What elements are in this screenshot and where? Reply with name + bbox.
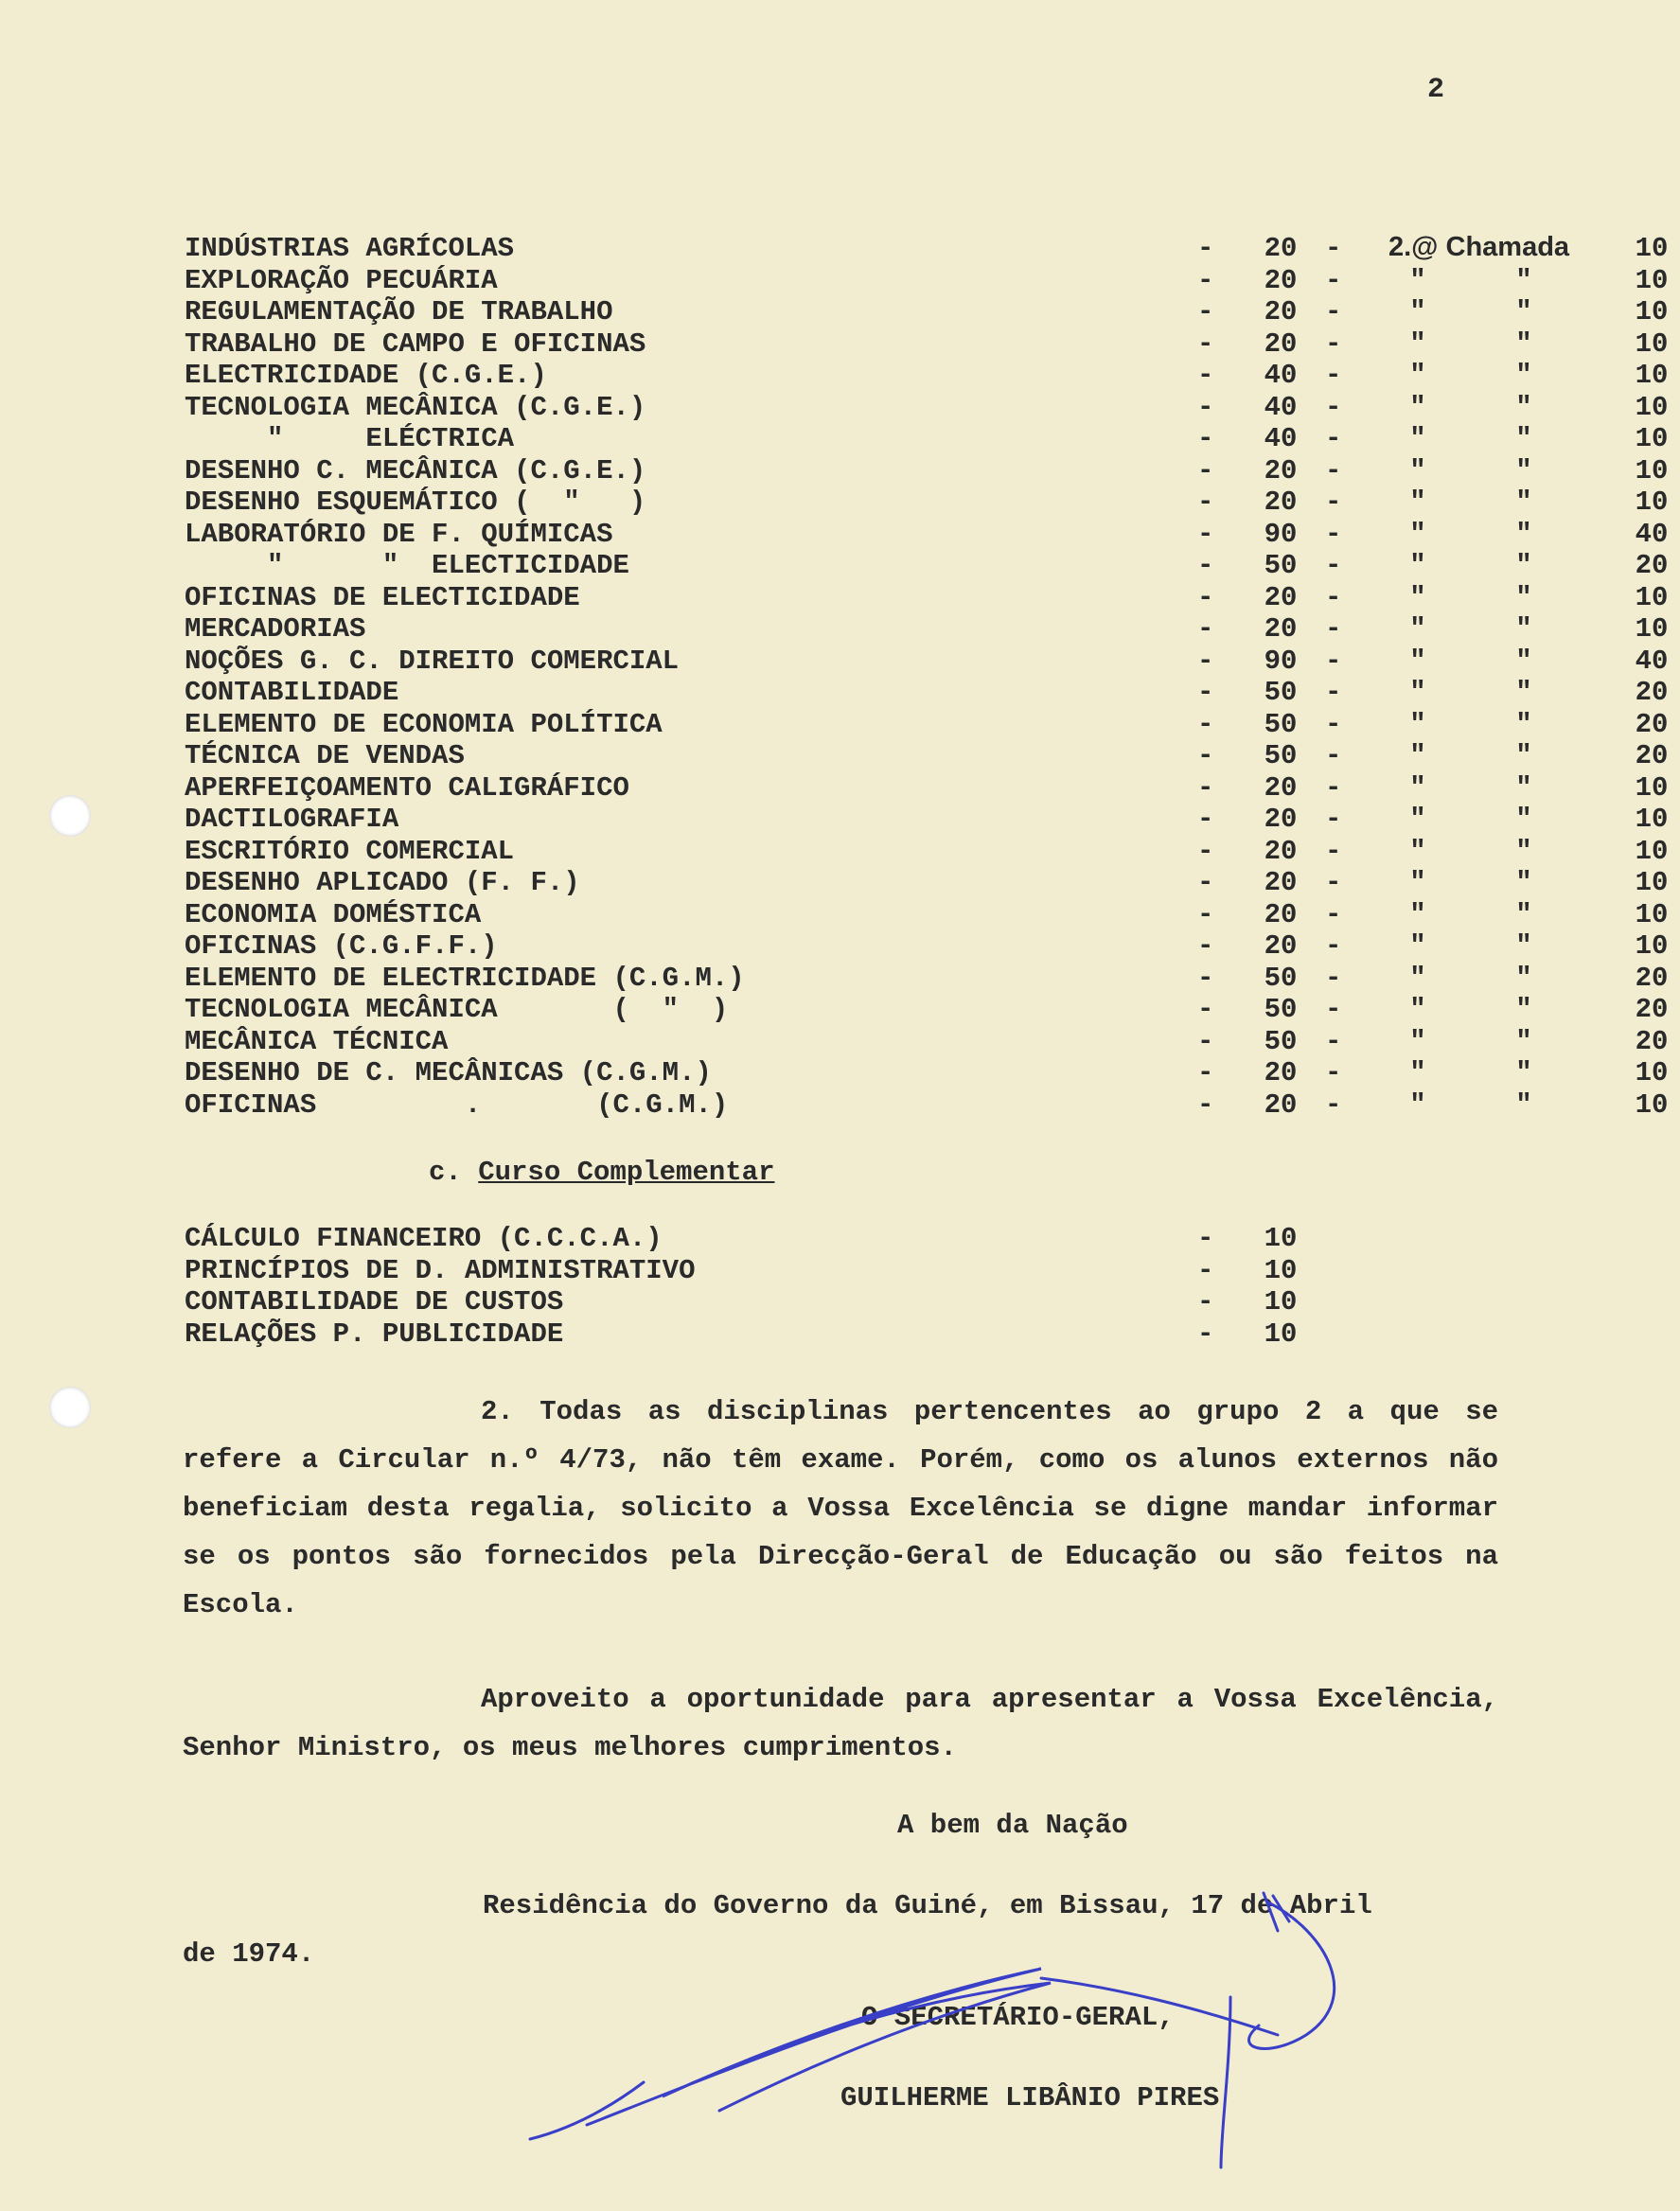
second-call-value: 20 <box>1635 550 1669 581</box>
dash: - <box>1197 1025 1214 1057</box>
ditto-mark: " <box>1515 581 1532 613</box>
second-call-label: 2.@ Chamada <box>1388 232 1570 262</box>
table-row <box>185 1318 1320 1351</box>
ditto-mark: " <box>1409 708 1426 740</box>
subject-name: CÁLCULO FINANCEIRO (C.C.C.A.) <box>185 1223 663 1254</box>
signer-name: GUILHERME LIBÂNIO PIRES <box>840 2082 1220 2114</box>
first-call-value: 20 <box>1264 771 1298 804</box>
dash: - <box>1325 296 1342 327</box>
first-call-value: 50 <box>1264 1025 1298 1057</box>
table-row <box>185 677 1669 709</box>
ditto-mark: " <box>1515 708 1532 740</box>
dash: - <box>1325 645 1342 677</box>
second-call-value: 10 <box>1635 835 1669 867</box>
table-row <box>185 1286 1320 1318</box>
subject-name: OFICINAS (C.G.F.F.) <box>185 930 498 962</box>
page-number: 2 <box>1427 74 1445 106</box>
dash: - <box>1197 1254 1214 1286</box>
dash: - <box>1325 804 1342 835</box>
second-call-value: 10 <box>1635 581 1669 613</box>
ditto-mark: " <box>1515 898 1532 930</box>
subject-name: OFICINAS . (C.G.M.) <box>185 1088 729 1121</box>
ditto-mark: " <box>1409 454 1426 486</box>
dash: - <box>1197 930 1214 962</box>
subject-name: LABORATÓRIO DE F. QUÍMICAS <box>185 518 613 550</box>
table-row <box>185 1223 1320 1255</box>
dash: - <box>1197 962 1214 994</box>
dash: - <box>1197 423 1214 454</box>
dash: - <box>1197 233 1214 264</box>
section-heading <box>429 1157 774 1188</box>
subject-name: TÉCNICA DE VENDAS <box>185 740 465 771</box>
second-call-value: 10 <box>1635 327 1669 360</box>
table-row <box>185 898 1669 931</box>
subject-name: ELEMENTO DE ECONOMIA POLÍTICA <box>185 708 663 740</box>
ditto-mark: " <box>1409 360 1426 391</box>
dash: - <box>1197 835 1214 867</box>
ditto-mark: " <box>1515 930 1532 962</box>
dash: - <box>1197 360 1214 391</box>
first-call-value: 50 <box>1264 740 1298 771</box>
table-row <box>185 264 1669 297</box>
second-call-value: 10 <box>1635 296 1669 327</box>
ditto-mark: " <box>1409 264 1426 296</box>
table-row <box>185 835 1669 868</box>
subject-name: CONTABILIDADE DE CUSTOS <box>185 1286 564 1318</box>
dash: - <box>1325 740 1342 771</box>
dash: - <box>1197 391 1214 423</box>
ditto-mark: " <box>1515 677 1532 708</box>
ditto-mark: " <box>1409 1057 1426 1088</box>
subject-name: DESENHO ESQUEMÁTICO ( " ) <box>185 486 646 518</box>
subject-name: CONTABILIDADE <box>185 677 399 708</box>
ditto-mark: " <box>1409 1025 1426 1057</box>
section-title: Curso Complementar <box>478 1157 775 1188</box>
subjects-list <box>185 232 1669 1121</box>
dash: - <box>1197 1057 1214 1088</box>
dash: - <box>1197 994 1214 1025</box>
ditto-mark: " <box>1515 1025 1532 1057</box>
dash: - <box>1325 327 1342 360</box>
table-row <box>185 232 1669 265</box>
value: 10 <box>1264 1286 1298 1318</box>
place-date-line1: Residência do Governo da Guiné, em Bissau, 17 de Abril <box>483 1890 1372 1921</box>
dash: - <box>1325 1057 1342 1088</box>
dash: - <box>1197 581 1214 613</box>
dash: - <box>1197 708 1214 740</box>
second-call-value: 10 <box>1635 454 1669 486</box>
dash: - <box>1197 613 1214 645</box>
ditto-mark: " <box>1409 835 1426 867</box>
table-row <box>185 1057 1669 1089</box>
dash: - <box>1325 360 1342 391</box>
subject-name: MERCADORIAS <box>185 613 366 645</box>
table-row <box>185 740 1669 772</box>
second-call-value: 10 <box>1635 360 1669 391</box>
ditto-mark: " <box>1515 454 1532 486</box>
second-call-value: 10 <box>1635 423 1669 454</box>
ditto-mark: " <box>1515 296 1532 327</box>
ditto-mark: " <box>1515 771 1532 804</box>
table-row <box>185 1025 1669 1058</box>
ditto-mark: " <box>1409 1088 1426 1121</box>
first-call-value: 90 <box>1264 645 1298 677</box>
first-call-value: 20 <box>1264 264 1298 296</box>
ditto-mark: " <box>1409 391 1426 423</box>
subject-name: REGULAMENTAÇÃO DE TRABALHO <box>185 296 613 327</box>
ditto-mark: " <box>1515 264 1532 296</box>
first-call-value: 50 <box>1264 550 1298 581</box>
subject-name: INDÚSTRIAS AGRÍCOLAS <box>185 233 515 264</box>
paragraph-3: Aproveito a oportunidade para apresentar a Vossa Excelência, Senhor Ministro, os meus melhores cumprimentos. <box>183 1684 1498 1763</box>
ditto-mark: " <box>1409 486 1426 518</box>
table-row <box>185 645 1669 678</box>
value: 10 <box>1264 1223 1298 1254</box>
dash: - <box>1325 264 1342 296</box>
subject-name: APERFEIÇOAMENTO CALIGRÁFICO <box>185 771 629 804</box>
ditto-mark: " <box>1515 994 1532 1025</box>
second-call-value: 10 <box>1635 804 1669 835</box>
punch-hole <box>49 795 91 837</box>
paragraph-2: 2. Todas as disciplinas pertencentes ao grupo 2 a que se refere a Circular n.º 4/73, não têm exame. Porém, como os alunos externos não beneficiam desta regalia, solicito a Vossa Excelência se digne mandar informar se os pontos são fornecidos pela Direcção-Geral de Educação ou são feitos na Escola. <box>183 1396 1498 1620</box>
table-row <box>185 1255 1320 1287</box>
dash: - <box>1325 613 1342 645</box>
dash: - <box>1325 771 1342 804</box>
first-call-value: 40 <box>1264 423 1298 454</box>
first-call-value: 20 <box>1264 454 1298 486</box>
dash: - <box>1197 771 1214 804</box>
subject-name: DESENHO DE C. MECÂNICAS (C.G.M.) <box>185 1057 712 1088</box>
first-call-value: 20 <box>1264 930 1298 962</box>
table-row <box>185 867 1669 899</box>
ditto-mark: " <box>1409 613 1426 645</box>
subject-name: RELAÇÕES P. PUBLICIDADE <box>185 1318 564 1350</box>
section-prefix: c. <box>429 1157 462 1188</box>
first-call-value: 20 <box>1264 233 1298 264</box>
second-call-value: 10 <box>1635 771 1669 804</box>
ditto-mark: " <box>1515 804 1532 835</box>
subject-name: ELECTRICIDADE (C.G.E.) <box>185 360 547 391</box>
second-call-value: 10 <box>1635 867 1669 898</box>
ditto-mark: " <box>1515 550 1532 581</box>
dash: - <box>1197 867 1214 898</box>
dash: - <box>1325 930 1342 962</box>
ditto-mark: " <box>1515 1057 1532 1088</box>
place-date-line2: de 1974. <box>183 1938 315 1970</box>
first-call-value: 20 <box>1264 867 1298 898</box>
dash: - <box>1197 454 1214 486</box>
second-call-value: 10 <box>1635 1088 1669 1121</box>
first-call-value: 20 <box>1264 613 1298 645</box>
second-call-value: 10 <box>1635 233 1669 264</box>
ditto-mark: " <box>1409 518 1426 550</box>
dash: - <box>1325 1025 1342 1057</box>
ditto-mark: " <box>1515 518 1532 550</box>
ditto-mark: " <box>1515 360 1532 391</box>
second-call-value: 20 <box>1635 962 1669 994</box>
dash: - <box>1325 677 1342 708</box>
ditto-mark: " <box>1515 327 1532 360</box>
table-row <box>185 930 1669 963</box>
table-row <box>185 486 1669 519</box>
first-call-value: 50 <box>1264 994 1298 1025</box>
ditto-mark: " <box>1409 994 1426 1025</box>
table-row <box>185 994 1669 1026</box>
dash: - <box>1197 486 1214 518</box>
first-call-value: 20 <box>1264 1088 1298 1121</box>
subject-name: EXPLORAÇÃO PECUÁRIA <box>185 264 498 296</box>
first-call-value: 20 <box>1264 898 1298 930</box>
table-row <box>185 296 1669 328</box>
ditto-mark: " <box>1515 740 1532 771</box>
first-call-value: 50 <box>1264 677 1298 708</box>
dash: - <box>1197 804 1214 835</box>
dash: - <box>1325 835 1342 867</box>
subject-name: ECONOMIA DOMÉSTICA <box>185 898 482 930</box>
dash: - <box>1325 708 1342 740</box>
subject-name: " ELÉCTRICA <box>185 423 515 454</box>
dash: - <box>1325 581 1342 613</box>
ditto-mark: " <box>1409 740 1426 771</box>
dash: - <box>1197 518 1214 550</box>
ditto-mark: " <box>1515 613 1532 645</box>
ditto-mark: " <box>1409 645 1426 677</box>
subject-name: MECÂNICA TÉCNICA <box>185 1025 449 1057</box>
dash: - <box>1197 1318 1214 1350</box>
table-row <box>185 360 1669 392</box>
dash: - <box>1325 486 1342 518</box>
table-row <box>185 581 1669 614</box>
ditto-mark: " <box>1515 645 1532 677</box>
table-row <box>185 454 1669 487</box>
dash: - <box>1325 454 1342 486</box>
second-call-value: 10 <box>1635 613 1669 645</box>
second-call-value: 20 <box>1635 1025 1669 1057</box>
first-call-value: 40 <box>1264 391 1298 423</box>
punch-hole <box>49 1387 91 1428</box>
ditto-mark: " <box>1515 391 1532 423</box>
first-call-value: 20 <box>1264 581 1298 613</box>
second-call-value: 20 <box>1635 677 1669 708</box>
dash: - <box>1325 518 1342 550</box>
subject-name: DESENHO APLICADO (F. F.) <box>185 867 580 898</box>
first-call-value: 20 <box>1264 804 1298 835</box>
signer-title: O SECRETÁRIO-GERAL, <box>861 2002 1175 2033</box>
dash: - <box>1197 1088 1214 1121</box>
subject-name: NOÇÕES G. C. DIREITO COMERCIAL <box>185 645 680 677</box>
second-call-value: 10 <box>1635 898 1669 930</box>
ditto-mark: " <box>1409 550 1426 581</box>
dash: - <box>1197 645 1214 677</box>
table-row <box>185 518 1669 551</box>
table-row <box>185 771 1669 805</box>
subject-name: DACTILOGRAFIA <box>185 804 399 835</box>
ditto-mark: " <box>1409 771 1426 804</box>
dash: - <box>1325 233 1342 264</box>
first-call-value: 20 <box>1264 486 1298 518</box>
second-call-value: 10 <box>1635 930 1669 962</box>
dash: - <box>1197 327 1214 360</box>
salutation: A bem da Nação <box>897 1810 1128 1841</box>
dash: - <box>1197 740 1214 771</box>
ditto-mark: " <box>1515 1088 1532 1121</box>
ditto-mark: " <box>1409 962 1426 994</box>
first-call-value: 40 <box>1264 360 1298 391</box>
dash: - <box>1197 264 1214 296</box>
ditto-mark: " <box>1409 867 1426 898</box>
dash: - <box>1325 962 1342 994</box>
second-call-value: 20 <box>1635 994 1669 1025</box>
dash: - <box>1197 677 1214 708</box>
dash: - <box>1325 898 1342 930</box>
subject-name: TRABALHO DE CAMPO E OFICINAS <box>185 327 646 360</box>
subject-name: DESENHO C. MECÂNICA (C.G.E.) <box>185 454 646 486</box>
second-call-value: 10 <box>1635 486 1669 518</box>
value: 10 <box>1264 1254 1298 1286</box>
table-row <box>185 962 1669 995</box>
first-call-value: 90 <box>1264 518 1298 550</box>
ditto-mark: " <box>1515 423 1532 454</box>
table-row <box>185 613 1669 646</box>
dash: - <box>1325 391 1342 423</box>
dash: - <box>1197 550 1214 581</box>
dash: - <box>1325 423 1342 454</box>
dash: - <box>1325 867 1342 898</box>
subject-name: TECNOLOGIA MECÂNICA ( " ) <box>185 994 729 1025</box>
table-row <box>185 1088 1669 1122</box>
first-call-value: 20 <box>1264 1057 1298 1088</box>
ditto-mark: " <box>1515 867 1532 898</box>
subject-name: " " ELECTICIDADE <box>185 550 629 581</box>
first-call-value: 20 <box>1264 835 1298 867</box>
ditto-mark: " <box>1409 581 1426 613</box>
dash: - <box>1197 1223 1214 1254</box>
second-call-value: 10 <box>1635 1057 1669 1088</box>
value: 10 <box>1264 1318 1298 1350</box>
subject-name: PRINCÍPIOS DE D. ADMINISTRATIVO <box>185 1254 696 1286</box>
dash: - <box>1197 296 1214 327</box>
ditto-mark: " <box>1409 898 1426 930</box>
ditto-mark: " <box>1409 677 1426 708</box>
ditto-mark: " <box>1409 804 1426 835</box>
ditto-mark: " <box>1409 327 1426 360</box>
ditto-mark: " <box>1409 296 1426 327</box>
second-call-value: 10 <box>1635 391 1669 423</box>
subject-name: ELEMENTO DE ELECTRICIDADE (C.G.M.) <box>185 962 745 994</box>
subject-name: ESCRITÓRIO COMERCIAL <box>185 835 515 867</box>
second-call-value: 40 <box>1635 645 1669 677</box>
dash: - <box>1325 1088 1342 1121</box>
second-call-value: 40 <box>1635 518 1669 550</box>
first-call-value: 20 <box>1264 296 1298 327</box>
ditto-mark: " <box>1515 835 1532 867</box>
complementary-list <box>185 1223 1320 1350</box>
second-call-value: 20 <box>1635 708 1669 740</box>
subject-name: OFICINAS DE ELECTICIDADE <box>185 581 580 613</box>
dash: - <box>1197 898 1214 930</box>
table-row <box>185 708 1669 741</box>
second-call-value: 10 <box>1635 264 1669 296</box>
subject-name: TECNOLOGIA MECÂNICA (C.G.E.) <box>185 391 646 423</box>
ditto-mark: " <box>1409 423 1426 454</box>
table-row <box>185 804 1669 836</box>
dash: - <box>1325 550 1342 581</box>
dash: - <box>1197 1286 1214 1318</box>
ditto-mark: " <box>1515 486 1532 518</box>
table-row <box>185 391 1669 424</box>
ditto-mark: " <box>1409 930 1426 962</box>
dash: - <box>1325 994 1342 1025</box>
first-call-value: 50 <box>1264 708 1298 740</box>
table-row <box>185 423 1669 455</box>
table-row <box>185 550 1669 582</box>
second-call-value: 20 <box>1635 740 1669 771</box>
ditto-mark: " <box>1515 962 1532 994</box>
first-call-value: 20 <box>1264 327 1298 360</box>
table-row <box>185 327 1669 361</box>
first-call-value: 50 <box>1264 962 1298 994</box>
